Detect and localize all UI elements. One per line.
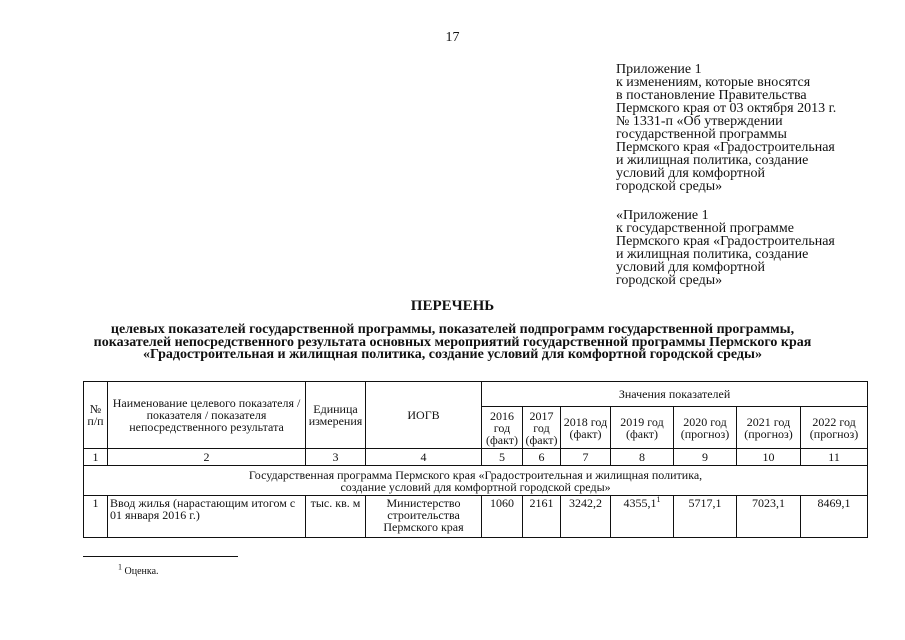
column-number: 10 bbox=[737, 449, 801, 466]
indicators-table bbox=[83, 381, 868, 538]
appendix-amendment-block bbox=[616, 63, 886, 193]
appendix-line: Приложение 1 bbox=[616, 62, 702, 77]
row-iogv: Министерство строительства Пермского края bbox=[366, 496, 482, 538]
document-title: ПЕРЕЧЕНЬ bbox=[410, 298, 495, 314]
column-number-row bbox=[84, 449, 868, 466]
header-year: 2022 год (прогноз) bbox=[801, 407, 868, 449]
column-number: 9 bbox=[674, 449, 737, 466]
row-value-with-footnote bbox=[611, 496, 674, 538]
column-number: 1 bbox=[84, 449, 108, 466]
footnote-text: Оценка. bbox=[124, 566, 159, 577]
header-year: 2019 год (факт) bbox=[611, 407, 674, 449]
column-number: 3 bbox=[306, 449, 366, 466]
header-year: 2020 год (прогноз) bbox=[674, 407, 737, 449]
row-value: 7023,1 bbox=[737, 496, 801, 538]
subtitle-line: «Градостроительная и жилищная политика, создание условий для комфортной городской среды» bbox=[143, 347, 762, 362]
header-year: 2016 год (факт) bbox=[482, 407, 523, 449]
footnote-divider bbox=[83, 556, 238, 557]
appendix-line: государственной программы bbox=[616, 127, 787, 142]
row-value: 3242,2 bbox=[561, 496, 611, 538]
appendix-line: «Приложение 1 bbox=[616, 208, 709, 223]
header-name: Наименование целевого показателя / показателя / показателя непосредственного результата bbox=[108, 382, 306, 449]
column-number: 4 bbox=[366, 449, 482, 466]
header-year: 2018 год (факт) bbox=[561, 407, 611, 449]
column-number: 11 bbox=[801, 449, 868, 466]
footnote-reference: 1 bbox=[656, 495, 661, 504]
header-values-group: Значения показателей bbox=[482, 382, 868, 407]
row-value: 8469,1 bbox=[801, 496, 868, 538]
row-value: 2161 bbox=[523, 496, 561, 538]
page-number: 17 bbox=[445, 30, 460, 45]
row-unit: тыс. кв. м bbox=[306, 496, 366, 538]
header-unit: Единица измерения bbox=[306, 382, 366, 449]
appendix-line: к государственной программе bbox=[616, 221, 794, 236]
column-number: 6 bbox=[523, 449, 561, 466]
column-number: 5 bbox=[482, 449, 523, 466]
header-year: 2017 год (факт) bbox=[523, 407, 561, 449]
row-num: 1 bbox=[84, 496, 108, 538]
appendix-line: в постановление Правительства bbox=[616, 88, 807, 103]
section-title bbox=[84, 466, 868, 496]
appendix-line: Пермского края от 03 октября 2013 г. bbox=[616, 101, 837, 116]
appendix-line: Пермского края «Градостроительная bbox=[616, 140, 835, 155]
appendix-line: № 1331-п «Об утверждении bbox=[616, 114, 783, 129]
appendix-line: условий для комфортной bbox=[616, 260, 766, 275]
appendix-line: условий для комфортной bbox=[616, 166, 766, 181]
appendix-line: и жилищная политика, создание bbox=[616, 153, 809, 168]
section-title-line: создание условий для комфортной городской среды» bbox=[340, 479, 611, 494]
table-row bbox=[84, 496, 868, 538]
document-subtitle bbox=[0, 324, 905, 362]
column-number: 8 bbox=[611, 449, 674, 466]
header-year: 2021 год (прогноз) bbox=[737, 407, 801, 449]
column-number: 2 bbox=[108, 449, 306, 466]
section-title-line: Государственная программа Пермского края «Градостроительная и жилищная политика, bbox=[248, 467, 703, 482]
subtitle-line: целевых показателей государственной программы, показателей подпрограмм государственной программы, bbox=[110, 322, 795, 337]
appendix-line: городской среды» bbox=[616, 179, 723, 194]
appendix-line: и жилищная политика, создание bbox=[616, 247, 809, 262]
row-name: Ввод жилья (нарастающим итогом с 01 января 2016 г.) bbox=[108, 496, 306, 538]
section-row bbox=[84, 466, 868, 496]
appendix-line: к изменениям, которые вносятся bbox=[616, 75, 811, 90]
header-iogv: ИОГВ bbox=[366, 382, 482, 449]
subtitle-line: показателей непосредственного результата основных мероприятий государственной программы Пермского края bbox=[93, 334, 812, 350]
appendix-line: Пермского края «Градостроительная bbox=[616, 234, 835, 249]
appendix-line: городской среды» bbox=[616, 273, 723, 288]
header-num: № п/п bbox=[84, 382, 108, 449]
row-value: 5717,1 bbox=[674, 496, 737, 538]
footnote bbox=[118, 562, 159, 578]
appendix-program-block bbox=[616, 209, 886, 287]
footnote-mark: 1 bbox=[118, 562, 122, 572]
row-value: 4355,1 bbox=[623, 496, 657, 510]
column-number: 7 bbox=[561, 449, 611, 466]
row-value: 1060 bbox=[482, 496, 523, 538]
